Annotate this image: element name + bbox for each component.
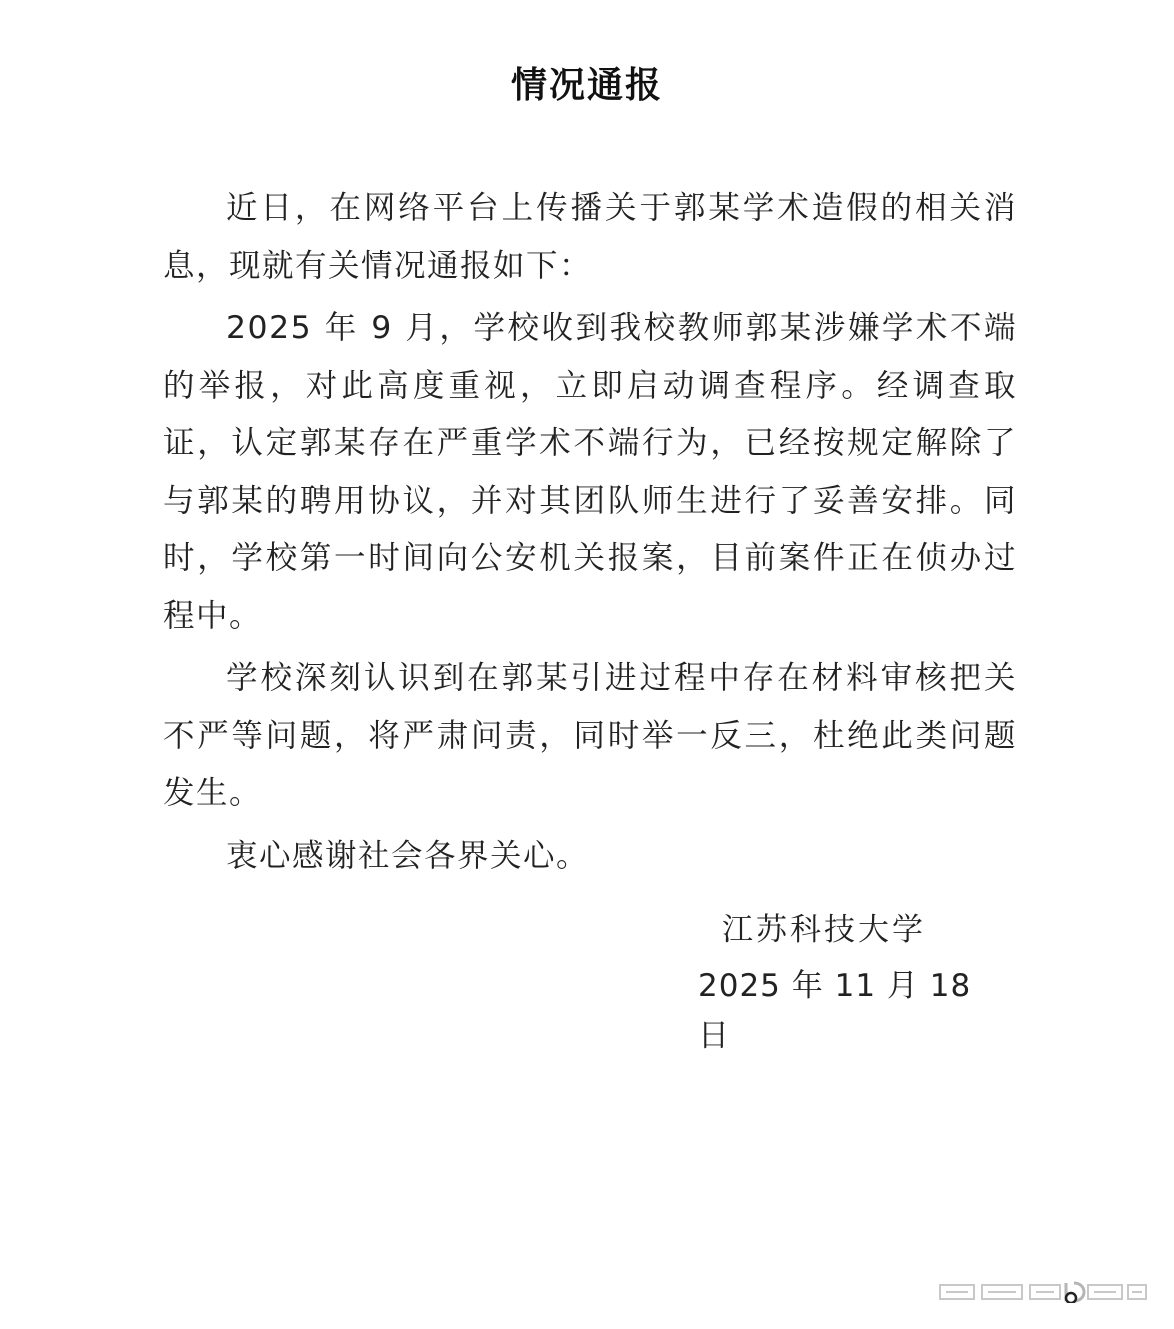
document-title: 情况通报 xyxy=(510,65,663,106)
signature-organization: 江苏科技大学 xyxy=(722,912,926,948)
platform-watermark xyxy=(938,1281,1150,1303)
platform-watermark-icon xyxy=(938,1281,1150,1303)
signature-block xyxy=(690,905,990,1061)
paragraph-intro: 近日，在网络平台上传播关于郭某学术造假的相关消息，现就有关情况通报如下： xyxy=(163,190,1017,284)
paragraph-investigation: 2025 年 9 月，学校收到我校教师郭某涉嫌学术不端的举报，对此高度重视，立即启动调查程序。经调查取证，认定郭某存在严重学术不端行为，已经按规定解除了与郭某的聘用协议，并对其团队师生进行了妥善安排。同时，学校第一时间向公安机关报案，目前案件正在侦办过程中。 xyxy=(163,310,1017,634)
paragraph-accountability: 学校深刻认识到在郭某引进过程中存在材料审核把关不严等问题，将严肃问责，同时举一反三，杜绝此类问题发生。 xyxy=(163,660,1017,811)
paragraph-thanks: 衷心感谢社会各界关心。 xyxy=(226,837,590,874)
document-body xyxy=(163,180,1017,890)
signature-date: 2025 年 11 月 18 日 xyxy=(698,968,972,1054)
